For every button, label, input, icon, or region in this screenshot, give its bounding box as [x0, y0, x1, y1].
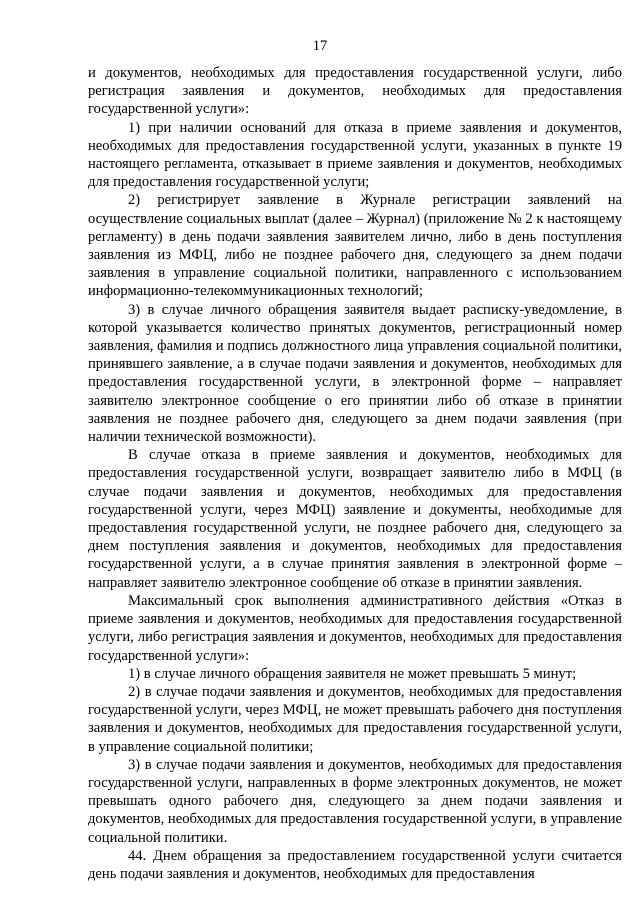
page-number: 17: [312, 38, 328, 54]
paragraph-refusal-return: В случае отказа в приеме заявления и документов, необходимых для предоставления государственной услуги, возвращает заявителю либо в МФЦ (в случае подачи заявления и документов, необходимых для предоставления государственной услуги, через МФЦ) заявление и документы, необходимые для предоставления государственной услуги, не позднее рабочего дня, следующего за днем поступления заявления и документов, необходимых для предоставления государственной услуги, а в случае принятия заявления в электронной форме – направляет заявителю электронное сообщение об отказе в принятии заявления.: [88, 447, 622, 591]
paragraph-item-2-registration: 2) регистрирует заявление в Журнале регистрации заявлений на осуществление социальных выплат (далее – Журнал) (приложение № 2 к настоящему регламенту) в день подачи заявления заявителем лично, либо в день поступления заявления из МФЦ, либо не позднее рабочего дня, следующего за днем подачи заявления в управление социальной политики, направленного с использованием информационно-телекоммуникационных технологий;: [88, 192, 622, 300]
paragraph-term-item-2: 2) в случае подачи заявления и документов, необходимых для предоставления государственной услуги, через МФЦ, не может превышать рабочего дня поступления заявления и документов, необходимых для предоставления государственной услуги, в управление социальной политики;: [88, 683, 622, 755]
paragraph-max-term: Максимальный срок выполнения административного действия «Отказ в приеме заявления и документов, необходимых для предоставления государственной услуги, либо регистрация заявления и документов, необходимых для предоставления государственной услуги»:: [88, 592, 622, 664]
paragraph-44: 44. Днем обращения за предоставлением государственной услуги считается день подачи заявления и документов, необходимых для предоставления: [88, 847, 622, 882]
paragraph-term-item-1: 1) в случае личного обращения заявителя не может превышать 5 минут;: [128, 665, 577, 682]
paragraph-item-3-receipt: 3) в случае личного обращения заявителя выдает расписку-уведомление, в которой указывается количество принятых документов, регистрационный номер заявления, фамилия и подпись должностного лица управления социальной политики, принявшего заявление, а в случае подачи заявления и документов, необходимых для предоставления государственной услуги, в электронной форме – направляет заявителю электронное сообщение о его принятии либо об отказе в принятии заявления не позднее рабочего дня, следующего за днем подачи заявления (при наличии технической возможности).: [88, 301, 622, 446]
paragraph-term-item-3: 3) в случае подачи заявления и документов, необходимых для предоставления государственной услуги, направленных в форме электронных документов, не может превышать одного рабочего дня, следующего за днем подачи заявления и документов, необходимых для предоставления государственной услуги, в управление социальной политики.: [88, 756, 622, 846]
paragraph-continuation: и документов, необходимых для предоставления государственной услуги, либо регистрация заявления и документов, необходимых для предоставления государственной услуги»:: [88, 65, 622, 118]
document-body: [88, 64, 622, 883]
paragraph-item-1-refusal: 1) при наличии оснований для отказа в приеме заявления и документов, необходимых для предоставления государственной услуги, указанных в пункте 19 настоящего регламента, отказывает в приеме заявления и документов, необходимых для предоставления государственной услуги;: [88, 119, 622, 191]
